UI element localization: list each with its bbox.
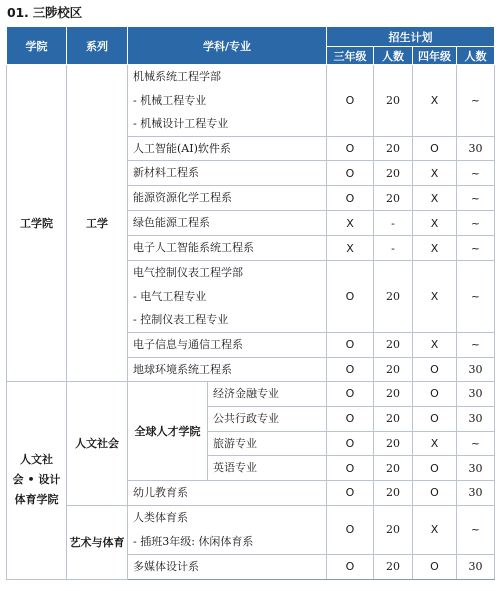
year3-flag: O (327, 406, 374, 431)
year3-count: 20 (374, 431, 413, 456)
year3-count: 20 (374, 406, 413, 431)
col-header-year3: 三年级 (327, 47, 374, 65)
year3-flag: O (327, 161, 374, 186)
year4-flag: O (413, 357, 457, 382)
page-heading: 01. 三陟校区 (7, 5, 82, 20)
sub-major-name: - 机械工程专业 (133, 93, 207, 107)
year4-count: 30 (457, 136, 495, 161)
year4-count: 30 (457, 554, 495, 579)
year4-flag: O (413, 382, 457, 407)
year4-count: 30 (457, 456, 495, 481)
year4-flag: X (413, 161, 457, 186)
college-engineering: 工学院 (7, 65, 67, 382)
year3-flag: O (327, 481, 374, 506)
col-header-series: 系列 (67, 27, 128, 65)
major-cell (128, 65, 327, 137)
year3-count: 20 (374, 261, 413, 333)
series-humanities: 人文社会 (67, 382, 128, 506)
year4-flag: X (413, 332, 457, 357)
year4-flag: O (413, 136, 457, 161)
major-name: 人工智能(AI)软件系 (128, 136, 327, 161)
major-name: 能源资源化学工程系 (128, 186, 327, 211)
major-name: 地球环境系统工程系 (128, 357, 327, 382)
year4-count: ~ (457, 332, 495, 357)
year4-count: ~ (457, 261, 495, 333)
year3-flag: O (327, 554, 374, 579)
col-header-count3: 人数 (374, 47, 413, 65)
year3-count: 20 (374, 136, 413, 161)
global-talent-college: 全球人才学院 (128, 382, 208, 481)
major-name: 经济金融专业 (208, 382, 327, 407)
major-name: 绿色能源工程系 (128, 211, 327, 236)
year3-count: 20 (374, 481, 413, 506)
major-name: 人类体育系 (133, 511, 188, 524)
year4-count: 30 (457, 357, 495, 382)
year3-flag: X (327, 211, 374, 236)
year3-flag: X (327, 236, 374, 261)
year4-flag: O (413, 554, 457, 579)
year4-count: ~ (457, 431, 495, 456)
year3-count: - (374, 236, 413, 261)
major-name: 英语专业 (208, 456, 327, 481)
table-row (7, 65, 495, 137)
year4-count: ~ (457, 211, 495, 236)
sub-major-name: - 控制仪表工程专业 (133, 313, 229, 326)
year4-flag: X (413, 211, 457, 236)
year3-flag: O (327, 382, 374, 407)
major-name: 电子信息与通信工程系 (128, 332, 327, 357)
year3-flag: O (327, 186, 374, 211)
year3-flag: O (327, 456, 374, 481)
year4-flag: X (413, 65, 457, 137)
year4-count: ~ (457, 65, 495, 137)
year3-flag: O (327, 332, 374, 357)
table-row (7, 505, 495, 554)
major-name: 公共行政专业 (208, 406, 327, 431)
sub-major-name: - 机械设计工程专业 (133, 117, 229, 130)
year4-count: ~ (457, 161, 495, 186)
col-header-year4: 四年级 (413, 47, 457, 65)
year3-count: 20 (374, 65, 413, 137)
year4-flag: X (413, 261, 457, 333)
year3-count: 20 (374, 554, 413, 579)
year3-count: 20 (374, 456, 413, 481)
year3-flag: O (327, 136, 374, 161)
year3-flag: O (327, 505, 374, 554)
col-header-college: 学院 (7, 27, 67, 65)
major-cell (128, 261, 327, 333)
sub-major-name: - 电气工程专业 (133, 289, 207, 303)
year3-flag: O (327, 65, 374, 137)
year4-flag: O (413, 456, 457, 481)
year3-flag: O (327, 431, 374, 456)
series-arts-sports: 艺术与体育 (67, 505, 128, 579)
college-humanities: 人文社 会 • 设计 体育学院 (7, 382, 67, 580)
year3-count: 20 (374, 332, 413, 357)
col-header-plan: 招生计划 (327, 27, 495, 47)
major-name: 电气控制仪表工程学部 (133, 266, 243, 279)
year4-flag: X (413, 186, 457, 211)
year4-flag: O (413, 406, 457, 431)
year4-flag: O (413, 481, 457, 506)
year4-flag: X (413, 431, 457, 456)
year3-flag: O (327, 357, 374, 382)
year4-flag: X (413, 236, 457, 261)
major-name: 机械系统工程学部 (133, 70, 221, 83)
major-cell (128, 505, 327, 554)
year4-count: ~ (457, 186, 495, 211)
year4-count: 30 (457, 382, 495, 407)
year3-count: 20 (374, 161, 413, 186)
major-name: 旅游专业 (208, 431, 327, 456)
admissions-table (6, 26, 495, 580)
year4-count: 30 (457, 406, 495, 431)
year3-count: 20 (374, 505, 413, 554)
series-engineering: 工学 (67, 65, 128, 382)
major-name: 多媒体设计系 (128, 554, 327, 579)
year4-count: ~ (457, 236, 495, 261)
year4-count: 30 (457, 481, 495, 506)
year3-count: - (374, 211, 413, 236)
major-name: 新材料工程系 (128, 161, 327, 186)
year4-flag: X (413, 505, 457, 554)
year4-count: ~ (457, 505, 495, 554)
major-name: 幼儿教育系 (128, 481, 327, 506)
year3-count: 20 (374, 186, 413, 211)
col-header-count4: 人数 (457, 47, 495, 65)
col-header-major: 学科/专业 (128, 27, 327, 65)
year3-count: 20 (374, 357, 413, 382)
sub-major-name: - 插班3年级: 休闲体育系 (133, 534, 254, 548)
year3-count: 20 (374, 382, 413, 407)
major-name: 电子人工智能系统工程系 (128, 236, 327, 261)
year3-flag: O (327, 261, 374, 333)
table-row (7, 382, 495, 407)
